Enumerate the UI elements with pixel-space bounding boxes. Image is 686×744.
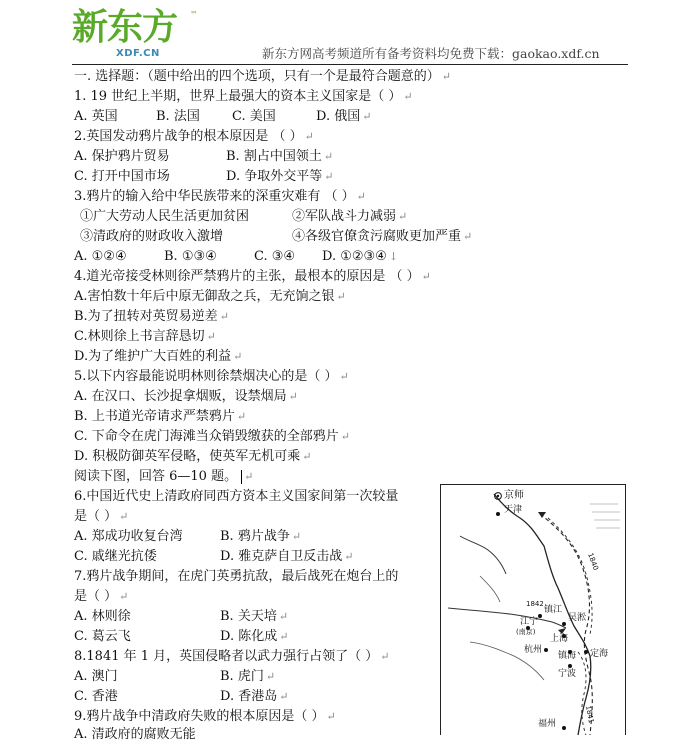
label-fuzhou: 福州 [538, 719, 557, 729]
q8-option-d: D. 香港岛 ↵ [220, 689, 289, 704]
q3-stem: 3.鸦片的输入给中华民族带来的深重灾难有 （ ） ↵ [74, 189, 366, 204]
q1-option-d: D. 俄国 ↵ [316, 109, 372, 124]
q4-stem: 4.道光帝接受林则徐严禁鸦片的主张，最根本的原因是 （ ） ↵ [74, 269, 431, 284]
q9-option-a: A. 清政府的腐败无能 [74, 727, 196, 742]
q3-statement-1: ①广大劳动人民生活更加贫困 [80, 209, 250, 224]
q8-option-a: A. 澳门 [74, 669, 118, 684]
zhenjiang-marker [538, 614, 542, 618]
tianjin-marker [496, 512, 500, 516]
label-zhenjiang: 镇江 [544, 605, 563, 615]
q7-option-a: A. 林则徐 [74, 609, 131, 624]
q2-option-d: D. 争取外交平等 ↵ [226, 169, 334, 184]
label-wusong: 吴淞 [568, 613, 587, 623]
q1-stem: 1. 19 世纪上半期，世界上最强大的资本主义国家是（ ） ↵ [74, 89, 413, 104]
q9-stem: 9.鸦片战争中清政府失败的根本原因是（ ） ↵ [74, 709, 336, 724]
opium-war-map [440, 484, 626, 735]
q1-option-c: C. 美国 [232, 109, 276, 124]
q5-stem: 5.以下内容最能说明林则徐禁烟决心的是（ ） ↵ [74, 369, 349, 384]
q7-stem-line1: 7.鸦片战争期间，在虎门英勇抗敌，最后战死在炮台上的 [74, 569, 399, 584]
label-hangzhou: 杭州 [524, 645, 543, 655]
q3-statement-3: ③清政府的财政收入激增 [80, 229, 224, 244]
section-title: 一. 选择题：（题中给出的四个选项，只有一个是最符合题意的） ↵ [74, 69, 451, 84]
fuzhou-marker [562, 726, 566, 730]
q5-option-d: D. 积极防御英军侵略，使英军无机可乘 ↵ [74, 449, 312, 464]
logo-text: 新东方 [72, 7, 178, 48]
q5-option-b: B. 上书道光帝请求严禁鸦片 ↵ [74, 409, 247, 424]
q7-stem-line2: 是（ ） ↵ [74, 589, 129, 604]
q6-option-d: D. 雅克萨自卫反击战 ↵ [220, 549, 354, 564]
q2-option-c: C. 打开中国市场 [74, 169, 170, 184]
q2-stem: 2.英国发动鸦片战争的根本原因是 （ ） ↵ [74, 129, 314, 144]
q6-option-b: B. 鸦片战争 ↵ [220, 529, 302, 544]
logo-trademark: ™ [190, 10, 198, 19]
q6-option-c: C. 戚继光抗倭 [74, 549, 157, 564]
q3-option-a: A. ①②④ [74, 249, 127, 264]
q8-option-c: C. 香港 [74, 689, 118, 704]
q7-option-d: D. 陈化成 ↵ [220, 629, 289, 644]
q4-option-c: C.林则徐上书言辞恳切 ↵ [74, 329, 216, 344]
q1-option-a: A. 英国 [74, 109, 118, 124]
q5-option-c: C. 下命令在虎门海滩当众销毁缴获的全部鸦片 ↵ [74, 429, 350, 444]
q4-option-b: B.为了扭转对英贸易逆差 ↵ [74, 309, 229, 324]
label-1840: 1840 [586, 551, 600, 572]
q3-option-d: D. ①②③④ ↓ [322, 249, 399, 264]
wusong-marker [562, 622, 566, 626]
label-zhenhai: 镇海 [558, 651, 577, 661]
q3-statement-2: ②军队战斗力减弱 ↵ [292, 209, 408, 224]
xdf-logo [72, 8, 202, 60]
q6-option-a: A. 郑成功收复台湾 [74, 529, 183, 544]
header-site-text: 新东方网高考频道所有备考资料均免费下载：gaokao.xdf.cn [262, 46, 600, 61]
label-1841: 1841 [584, 704, 596, 724]
q4-option-a: A.害怕数十年后中原无御敌之兵，无充饷之银 ↵ [74, 289, 346, 304]
q1-option-b: B. 法国 [156, 109, 200, 124]
label-jiangning: 江宁 [520, 617, 539, 627]
label-dinghai: 定海 [590, 649, 609, 659]
q2-option-a: A. 保护鸦片贸易 [74, 149, 170, 164]
label-nanjing: (南京) [516, 628, 536, 636]
header-divider [72, 64, 628, 65]
q7-option-b: B. 关天培 ↵ [220, 609, 289, 624]
capital-marker-dot [497, 495, 499, 497]
dinghai-marker [584, 650, 588, 654]
q3-statement-4: ④各级官僚贪污腐败更加严重 ↵ [292, 229, 473, 244]
label-ningbo: 宁波 [558, 669, 577, 679]
q4-option-d: D.为了维护广大百姓的利益 ↵ [74, 349, 243, 364]
q2-option-b: B. 割占中国领土 ↵ [226, 149, 334, 164]
q7-option-c: C. 葛云飞 [74, 629, 131, 644]
label-jingshi: 京师 [504, 490, 524, 501]
label-tianjin: 天津 [504, 505, 523, 515]
label-1842: 1842 [526, 600, 544, 608]
text-cursor [241, 470, 242, 484]
logo-domain: XDF.CN [116, 48, 160, 59]
reading-prompt: 阅读下图，回答 6—10 题。 ↵ [74, 469, 254, 484]
q8-option-b: B. 虎门 ↵ [220, 669, 276, 684]
q6-stem-line2: 是（ ） ↵ [74, 509, 129, 524]
ningbo-marker [568, 664, 572, 668]
hangzhou-marker [544, 648, 548, 652]
q3-option-b: B. ①③④ [164, 249, 217, 264]
q6-stem-line1: 6.中国近代史上清政府同西方资本主义国家间第一次较量 [74, 489, 399, 504]
q5-option-a: A. 在汉口、长沙捉拿烟贩，设禁烟局 ↵ [74, 389, 298, 404]
q3-option-c: C. ③④ [254, 249, 296, 264]
q8-stem: 8.1841 年 1 月，英国侵略者以武力强行占领了（ ） ↵ [74, 649, 390, 664]
label-shanghai: 上海 [550, 634, 569, 644]
